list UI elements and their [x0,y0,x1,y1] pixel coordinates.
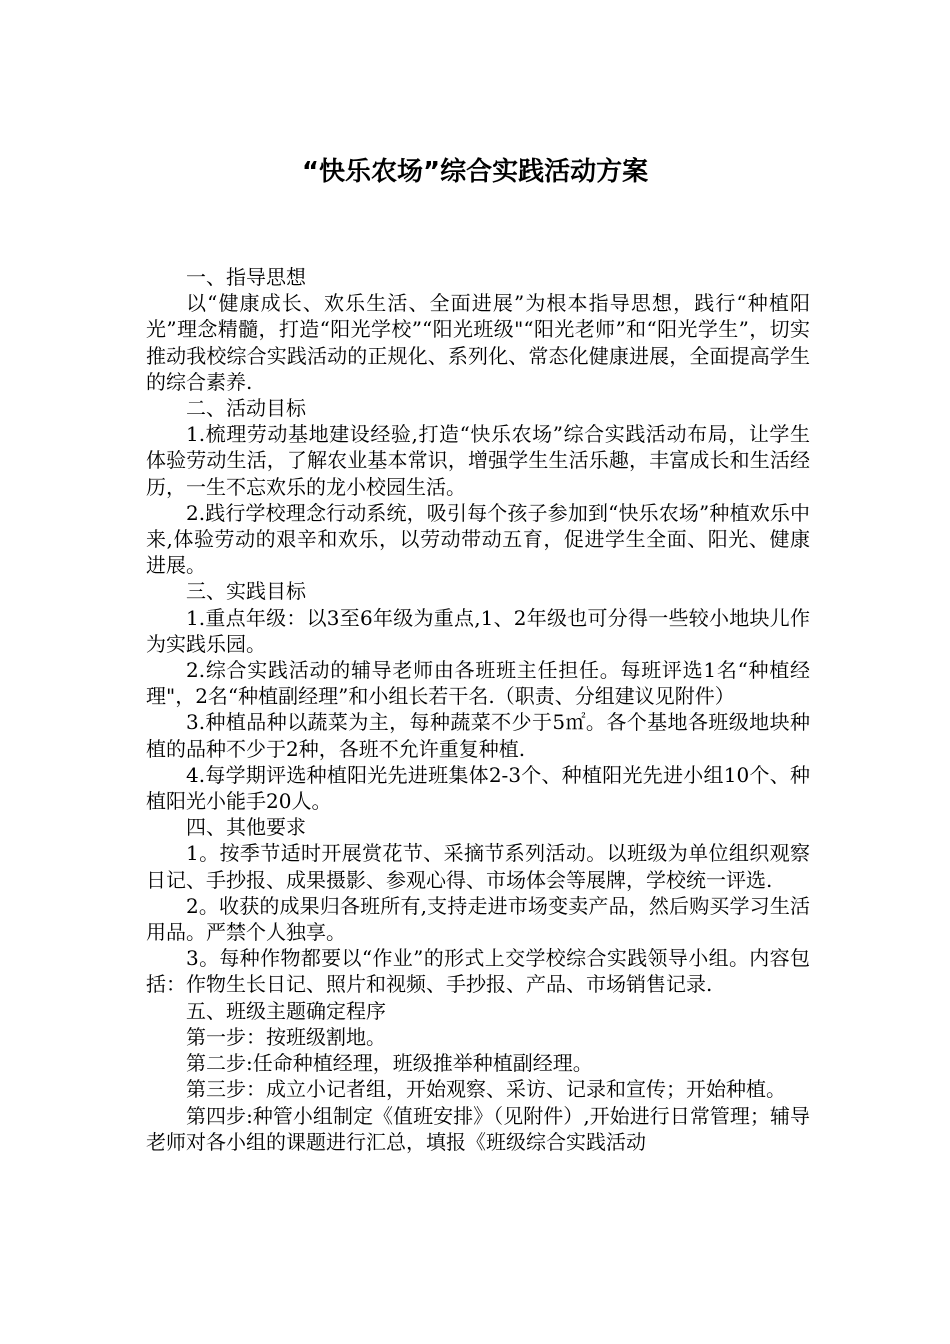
document-body [146,264,810,1155]
paragraph-practice-goal-4: 4.每学期评选种植阳光先进班集体2-3个、种植阳光先进小组10个、种植阳光小能手20人。 [146,762,810,814]
paragraph-requirement-1: 1。按季节适时开展赏花节、采摘节系列活动。以班级为单位组织观察日记、手抄报、成果摄影、参观心得、市场体会等展牌，学校统一评选. [146,841,810,892]
paragraph-requirement-3: 3。每种作物都要以“作业”的形式上交学校综合实践领导小组。内容包括：作物生长日记、照片和视频、手抄报、产品、市场销售记录. [146,946,810,997]
paragraph-step-3: 第三步：成立小记者组，开始观察、采访、记录和宣传；开始种植。 [186,1077,786,1102]
paragraph-practice-goal-1: 1.重点年级：以3至6年级为重点,1、2年级也可分得一些较小地块儿作为实践乐园。 [146,605,810,656]
paragraph-activity-goal-2: 2.践行学校理念行动系统，吸引每个孩子参加到“快乐农场”种植欢乐中来,体验劳动的艰辛和欢乐，以劳动带动五育，促进学生全面、阳光、健康进展。 [146,500,810,578]
paragraph-step-1: 第一步：按班级割地。 [186,1024,386,1049]
paragraph-step-4: 第四步:种管小组制定《值班安排》（见附件）,开始进行日常管理；辅导老师对各小组的课题进行汇总，填报《班级综合实践活动 [146,1103,810,1154]
paragraph-activity-goal-1: 1.梳理劳动基地建设经验,打造“快乐农场”综合实践活动布局，让学生体验劳动生活，了解农业基本常识，增强学生生活乐趣，丰富成长和生活经历，一生不忘欢乐的龙小校园生活。 [146,422,810,499]
paragraph-step-2: 第二步:任命种植经理，班级推举种植副经理。 [186,1051,593,1076]
section-heading-guiding-ideology: 一、指导思想 [186,265,306,289]
document-title: “快乐农场”综合实践活动方案 [301,157,649,187]
paragraph-guiding-ideology: 以“健康成长、欢乐生活、全面进展”为根本指导思想，践行“种植阳光”理念精髓，打造“阳光学校”“阳光班级"“阳光老师”和“阳光学生”，切实推动我校综合实践活动的正规化、系列化、常态化健康进展，全面提高学生的综合素养. [146,291,810,394]
paragraph-practice-goal-2: 2.综合实践活动的辅导老师由各班班主任担任。每班评选1名“种植经理"，2名“种植副经理”和小组长若干名.（职责、分组建议见附件） [146,658,810,709]
section-heading-theme-procedure: 五、班级主题确定程序 [186,998,386,1023]
section-heading-activity-goals: 二、活动目标 [186,396,306,421]
section-heading-practice-goals: 三、实践目标 [186,579,306,604]
section-heading-other-requirements: 四、其他要求 [186,815,306,840]
paragraph-practice-goal-3: 3.种植品种以蔬菜为主，每种蔬菜不少于5㎡。各个基地各班级地块种植的品种不少于2种，各班不允许重复种植. [146,710,810,761]
paragraph-requirement-2: 2。收获的成果归各班所有,支持走进市场变卖产品，然后购买学习生活用品。严禁个人独享。 [146,893,810,945]
